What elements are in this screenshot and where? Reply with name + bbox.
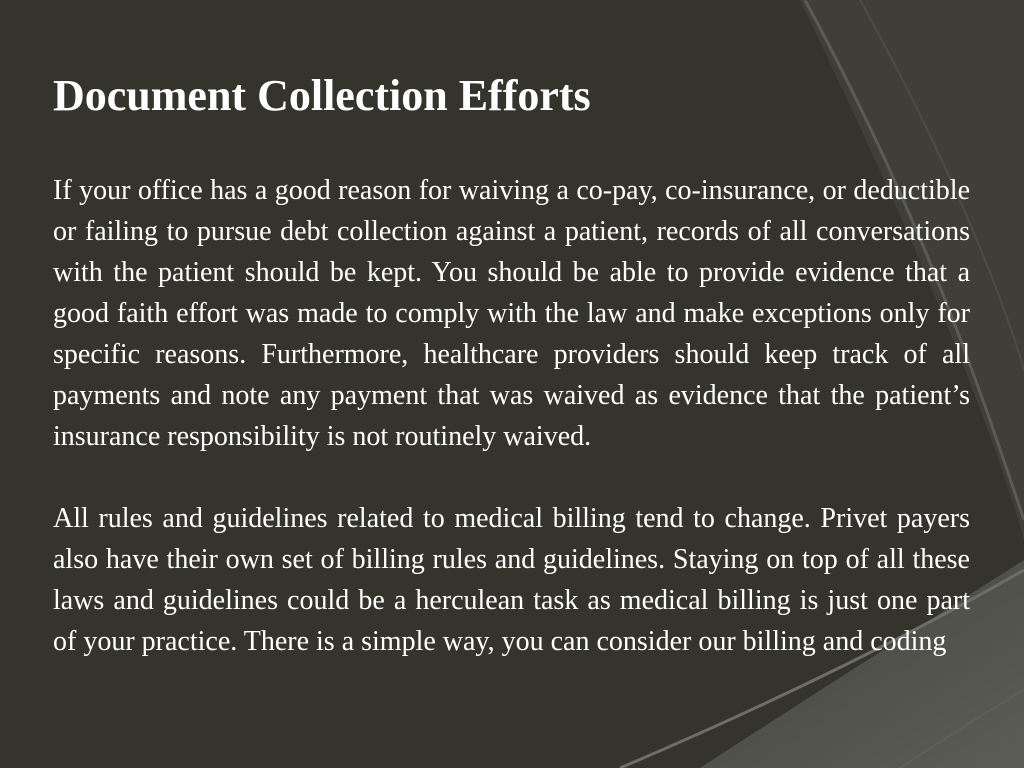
paragraph-document-collection: If your office has a good reason for waiving a co-pay, co-insurance, or deductible or failing to pursue debt collection against a patient, records of all conversations with the patient should be kept. You should be able to provide evidence that a good faith effort was made to comply with the law and make exceptions only for specific reasons. Furthermore, healthcare providers should keep track of all payments and note any payment that was waived as evidence that the patient’s insurance responsibility is not routinely waived. [53, 175, 970, 452]
slide-content [53, 64, 970, 662]
paragraph-billing-rules: All rules and guidelines related to medical billing tend to change. Privet payers also have their own set of billing rules and guidelines. Staying on top of all these laws and guidelines could be a herculean task as medical billing is just one part of your practice. There is a simple way, you can consider our billing and coding [53, 503, 970, 657]
slide-title: Document Collection Efforts [53, 71, 591, 120]
